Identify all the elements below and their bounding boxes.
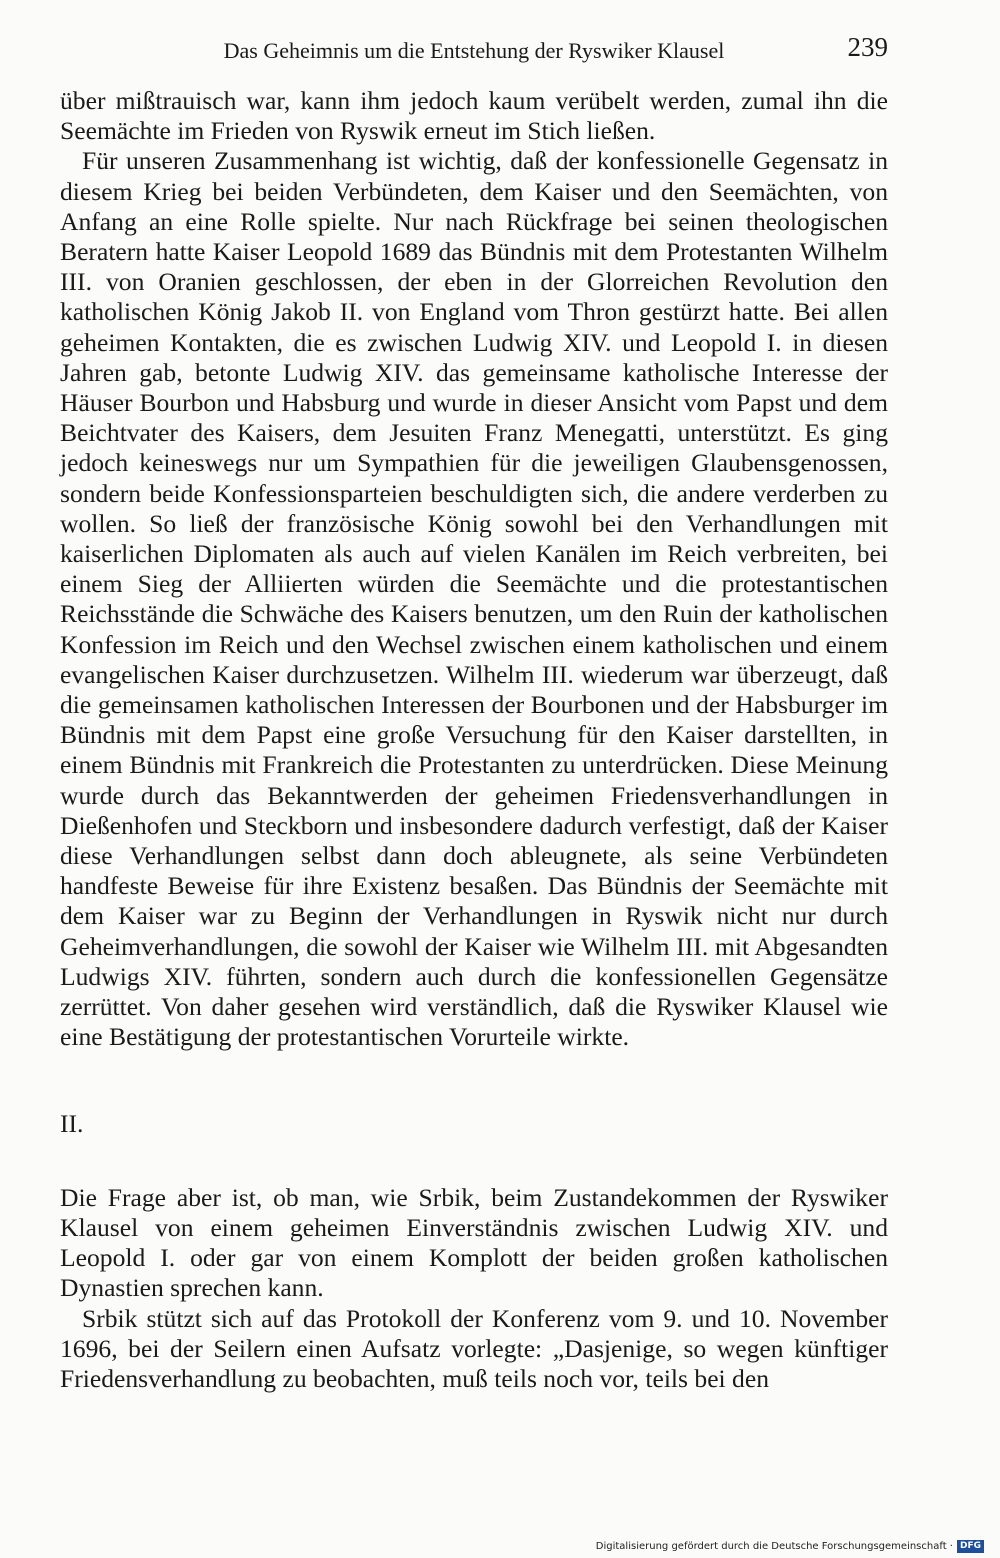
running-title: Das Geheimnis um die Entstehung der Ryswiker Klausel: [223, 38, 725, 63]
digitization-credit: [596, 1540, 984, 1553]
credit-text: Digitalisierung gefördert durch die Deutsche Forschungsgemeinschaft ·: [595, 1541, 953, 1552]
dfg-logo: DFG: [957, 1540, 984, 1553]
page-header: [60, 32, 888, 68]
paragraph-confessional-contrast: Für unseren Zusammenhang ist wichtig, daß der konfessionelle Gegensatz in diesem Krieg bei beiden Verbündeten, dem Kaiser und den Seemächten, von Anfang an eine Rolle spielte. Nur nach Rückfrage bei seinen theologischen Beratern hatte Kaiser Leopold 1689 das Bündnis mit dem Protestanten Wilhelm III. von Oranien geschlossen, der eben in der Glorreichen Revolution den katholischen König Jakob II. von England vom Thron gestürzt hatte. Bei allen geheimen Kontakten, die es zwischen Ludwig XIV. und Leopold I. in diesen Jahren gab, betonte Ludwig XIV. das gemeinsame katholische Interesse der Häuser Bourbon und Habsburg und wurde in dieser Ansicht vom Papst und dem Beichtvater des Kaisers, dem Jesuiten Franz Menegatti, unterstützt. Es ging jedoch keineswegs nur um Sympathien für die jeweiligen Glaubensgenossen, sondern beide Konfessionsparteien beschuldigten sich, die andere verderben zu wollen. So ließ der französische König sowohl bei den Verhandlungen mit kaiserlichen Diplomaten als auch auf vielen Kanälen im Reich verbreiten, bei einem Sieg der Alliierten würden die Seemächte und die protestantischen Reichsstände die Schwäche des Kaisers benutzen, um den Ruin der katholischen Konfession im Reich und den Wechsel zwischen einem katholischen und einem evangelischen Kaiser durchzusetzen. Wilhelm III. wiederum war überzeugt, daß die gemeinsamen katholischen Interessen der Bourbonen und der Habsburger im Bündnis mit dem Papst eine große Versuchung für den Kaiser darstellten, in einem Bündnis mit Frankreich die Protestanten zu unterdrücken. Diese Meinung wurde durch das Bekanntwerden der geheimen Friedensverhandlungen in Dießenhofen und Steckborn und insbesondere dadurch verfestigt, daß der Kaiser diese Verhandlungen selbst dann doch ableugnete, als seine Verbündeten handfeste Beweise für ihre Existenz besaßen. Das Bündnis der Seemächte mit dem Kaiser war zu Beginn der Verhandlungen in Ryswik nicht nur durch Geheimverhandlungen, die sowohl der Kaiser wie Wilhelm III. mit Abgesandten Ludwigs XIV. führten, sondern auch durch die konfessionellen Gegensätze zerrüttet. Von daher gesehen wird verständlich, daß die Ryswiker Klausel wie eine Bestätigung der protestantischen Vorurteile wirkte.: [60, 146, 888, 1052]
section-heading: II.: [60, 1108, 84, 1138]
paragraph-continuation: über mißtrauisch war, kann ihm jedoch kaum verübelt werden, zumal ihn die Seemächte im Frieden von Ryswik erneut im Stich ließen.: [60, 86, 888, 146]
body-text: [60, 86, 888, 1394]
page-number: 239: [847, 32, 888, 62]
paragraph-srbik-protocol: Srbik stützt sich auf das Protokoll der Konferenz vom 9. und 10. November 1696, bei der Seilern einen Aufsatz vorlegte: „Dasjenige, so wegen künftiger Friedensverhandlung zu beobachten, muß teils noch vor, teils bei den: [60, 1303, 888, 1393]
paragraph-question: Die Frage aber ist, ob man, wie Srbik, beim Zustandekommen der Ryswiker Klausel von einem geheimen Einverständnis zwischen Ludwig XIV. und Leopold I. oder gar von einem Komplott der beiden großen katholischen Dynastien sprechen kann.: [60, 1182, 888, 1303]
